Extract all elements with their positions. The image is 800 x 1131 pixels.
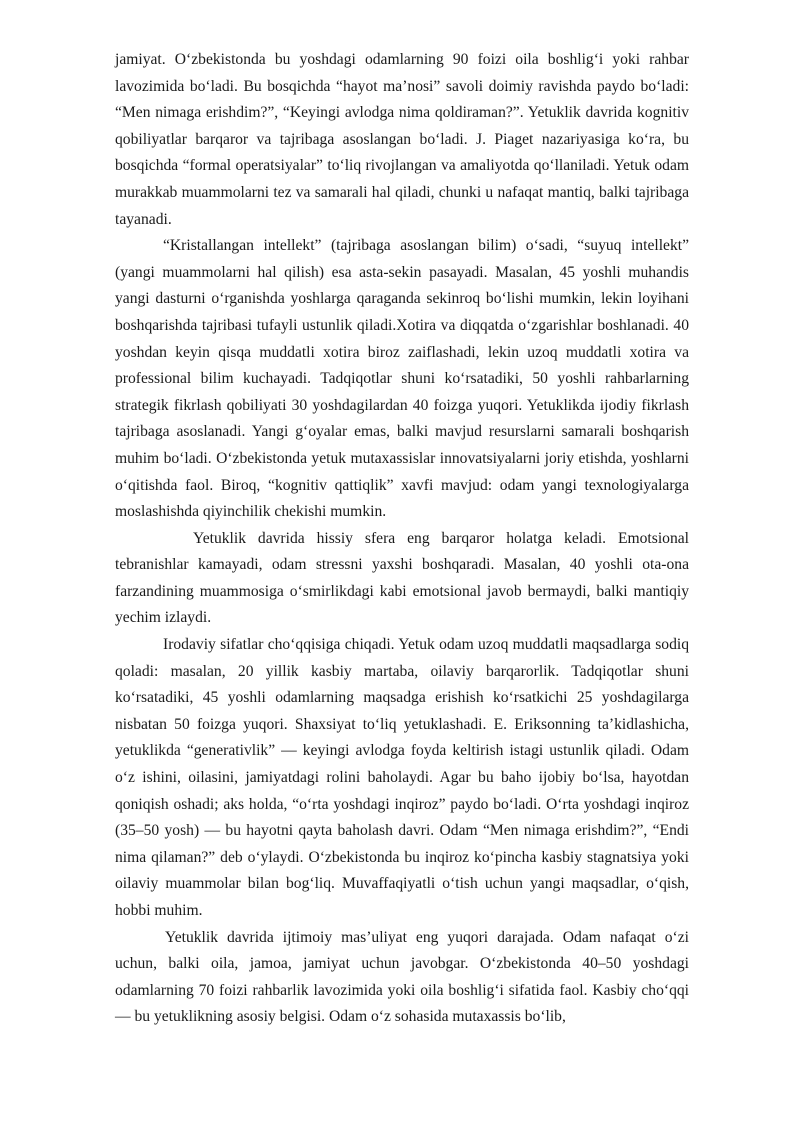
paragraph-3: Yetuklik davrida hissiy sfera eng barqaror holatga keladi. Emotsional tebranishlar kamayadi, odam stressni yaxshi boshqaradi. Masalan, 40 yoshli ota-ona farzandining muammosiga o‘smirlikdagi kabi emotsional javob bermaydi, balki mantiqiy yechim izlaydi. (115, 529, 689, 627)
paragraph-2: “Kristallangan intellekt” (tajribaga asoslangan bilim) o‘sadi, “suyuq intellekt” (yangi muammolarni hal qilish) esa asta-sekin pasayadi. Masalan, 45 yoshli muhandis yangi dasturni o‘rganishda yoshlarga qaraganda sekinroq bo‘lishi mumkin, lekin loyihani boshqarishda tajribasi tufayli ustunlik qiladi.Xotira va diqqatda o‘zgarishlar boshlanadi. 40 yoshdan keyin qisqa muddatli xotira biroz zaiflashadi, lekin uzoq muddatli xotira va professional bilim kuchayadi. Tadqiqotlar shuni ko‘rsatadiki, 50 yoshli rahbarlarning strategik fikrlash qobiliyati 30 yoshdagilardan 40 foizga yuqori. Yetuklikda ijodiy fikrlash tajribaga asoslanadi. Yangi g‘oyalar emas, balki mavjud resurslarni samarali boshqarish muhim bo‘ladi. O‘zbekistonda yetuk mutaxassislar innovatsiyalarni joriy etishda, yoshlarni o‘qitishda faol. Biroq, “kognitiv qattiqlik” xavfi mavjud: odam yangi texnologiyalarga moslashishda qiyinchilik chekishi mumkin. (115, 237, 689, 521)
paragraph-5: Yetuklik davrida ijtimoiy mas’uliyat eng yuqori darajada. Odam nafaqat o‘zi uchun, balki oila, jamoa, jamiyat uchun javobgar. O‘zbekistonda 40–50 yoshdagi odamlarning 70 foizi rahbarlik lavozimida yoki oila boshlig‘i sifatida faol. Kasbiy cho‘qqi — bu yetuklikning asosiy belgisi. Odam o‘z sohasida mutaxassis bo‘lib, (115, 928, 689, 1026)
document-page (115, 47, 689, 1031)
paragraph-1: jamiyat. O‘zbekistonda bu yoshdagi odamlarning 90 foizi oila boshlig‘i yoki rahbar lavozimida bo‘ladi. Bu bosqichda “hayot ma’nosi” savoli doimiy ravishda paydo bo‘ladi: “Men nimaga erishdim?”, “Keyingi avlodga nima qoldiraman?”. Yetuklik davrida kognitiv qobiliyatlar barqaror va tajribaga asoslangan bo‘ladi. J. Piaget nazariyasiga ko‘ra, bu bosqichda “formal operatsiyalar” to‘liq rivojlangan va amaliyotda qo‘llaniladi. Yetuk odam murakkab muammolarni tez va samarali hal qiladi, chunki u nafaqat mantiq, balki tajribaga tayanadi. (115, 51, 689, 228)
paragraph-4: Irodaviy sifatlar cho‘qqisiga chiqadi. Yetuk odam uzoq muddatli maqsadlarga sodiq qoladi: masalan, 20 yillik kasbiy martaba, oilaviy barqarorlik. Tadqiqotlar shuni ko‘rsatadiki, 45 yoshli odamlarning maqsadga erishish ko‘rsatkichi 25 yoshdagilarga nisbatan 50 foizga yuqori. Shaxsiyat to‘liq yetuklashadi. E. Eriksonning ta’kidlashicha, yetuklikda “generativlik” — keyingi avlodga foyda keltirish istagi ustunlik qiladi. Odam o‘z ishini, oilasini, jamiyatdagi rolini baholaydi. Agar bu baho ijobiy bo‘lsa, hayotdan qoniqish oshadi; aks holda, “o‘rta yoshdagi inqiroz” paydo bo‘ladi. O‘rta yoshdagi inqiroz (35–50 yosh) — bu hayotni qayta baholash davri. Odam “Men nimaga erishdim?”, “Endi nima qilaman?” deb o‘ylaydi. O‘zbekistonda bu inqiroz ko‘pincha kasbiy stagnatsiya yoki oilaviy muammolar bilan bog‘liq. Muvaffaqiyatli o‘tish uchun yangi maqsadlar, o‘qish, hobbi muhim. (115, 636, 689, 919)
